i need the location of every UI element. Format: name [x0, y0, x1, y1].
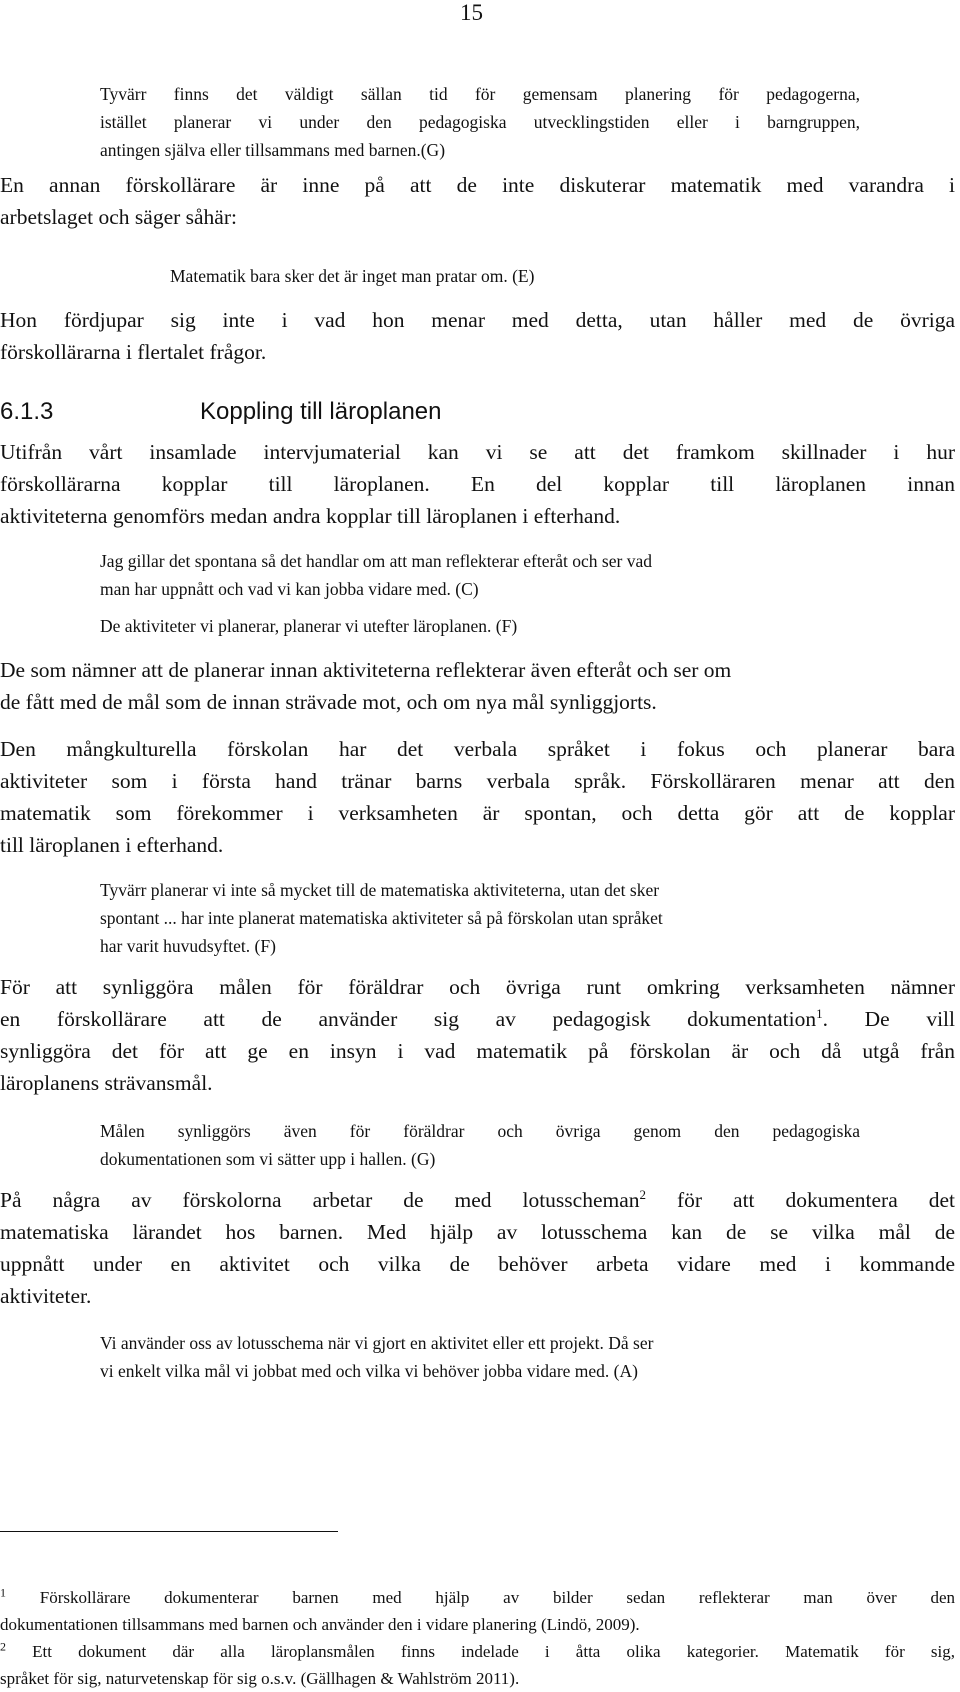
body-paragraph [0, 169, 955, 233]
paragraph-line: matematiska lärandet hos barnen. Med hjälp av lotusschema kan de se vilka mål de [0, 1220, 955, 1244]
paragraph-line: förskollärarna i flertalet frågor. [0, 340, 267, 364]
paragraph-line: matematik som förekommer i verksamheten är spontan, och detta gör att de kopplar [0, 801, 955, 825]
quote-line: istället planerar vi under den pedagogiska utvecklingstiden eller i barngruppen, [100, 112, 860, 132]
paragraph-line: De som nämner att de planerar innan aktiviteterna reflekterar även efteråt och ser om [0, 658, 732, 682]
paragraph-line: För att synliggöra målen för föräldrar och övriga runt omkring verksamheten nämner [0, 975, 955, 999]
quote-line: har varit huvudsyftet. (F) [100, 936, 276, 956]
quote-line: Tyvärr planerar vi inte så mycket till de matematiska aktiviteterna, utan det sker [100, 880, 660, 900]
footnote-2 [0, 1638, 955, 1692]
page-number: 15 [460, 0, 483, 25]
footnote-line: språket för sig, naturvetenskap för sig o.s.v. (Gällhagen & Wahlström 2011). [0, 1669, 520, 1688]
section-title: Koppling till läroplanen [200, 398, 442, 425]
paragraph-line: läroplanens strävansmål. [0, 1071, 213, 1095]
paragraph-line: aktiviteter som i första hand tränar barns verbala språk. Förskolläraren menar att den [0, 769, 955, 793]
footnote-line: $^2$ Ett dokument där alla läroplansmålen finns indelade i åtta olika kategorier. Matematik för sig, [0, 1639, 955, 1661]
quote-line: spontant ... har inte planerat matematiska aktiviteter så på förskolan utan språket [100, 908, 663, 928]
footnote-mark: 2 [0, 1639, 6, 1654]
body-paragraph [0, 304, 955, 368]
paragraph-line: arbetslaget och säger såhär: [0, 205, 237, 229]
paragraph-line: synliggöra det för att ge en insyn i vad matematik på förskolan är och då utgå från [0, 1039, 955, 1063]
footnote-mark: 1 [0, 1585, 6, 1600]
interview-quote-g [100, 80, 860, 164]
footnote-divider [0, 1531, 338, 1532]
quote-line: Vi använder oss av lotusschema när vi gjort en aktivitet eller ett projekt. Då ser [100, 1333, 654, 1353]
paragraph-line: en förskollärare att de använder sig av pedagogisk dokumentation$^1$. De vill [0, 1005, 955, 1031]
paragraph-line: På några av förskolorna arbetar de med lotusscheman$^2$ för att dokumentera det [0, 1186, 955, 1212]
footnote-line: dokumentationen tillsammans med barnen och använder den i vidare planering (Lindö, 2009). [0, 1615, 640, 1634]
footnote-ref[interactable]: 1 [816, 1005, 823, 1021]
section-heading [0, 398, 442, 426]
body-paragraph [0, 436, 955, 532]
quote-line: dokumentationen som vi sätter upp i hallen. (G) [100, 1149, 436, 1169]
paragraph-line: En annan förskollärare är inne på att de inte diskuterar matematik med varandra i [0, 173, 955, 197]
quote-line: Tyvärr finns det väldigt sällan tid för gemensam planering för pedagogerna, [100, 84, 860, 104]
paragraph-line: Utifrån vårt insamlade intervjumaterial kan vi se att det framkom skillnader i hur [0, 440, 955, 464]
body-paragraph [0, 971, 955, 1099]
paragraph-line: uppnått under en aktivitet och vilka de behöver arbeta vidare med i kommande [0, 1252, 955, 1276]
section-number: 6.1.3 [0, 398, 54, 425]
body-paragraph [0, 733, 955, 861]
footnote-ref[interactable]: 2 [639, 1186, 647, 1202]
paragraph-line: till läroplanen i efterhand. [0, 833, 224, 857]
paragraph-line: förskollärarna kopplar till läroplanen. En del kopplar till läroplanen innan [0, 472, 955, 496]
quote-line: Jag gillar det spontana så det handlar om att man reflekterar efteråt och ser vad [100, 551, 652, 571]
interview-quote-g2 [100, 1117, 860, 1173]
quote-line: antingen själva eller tillsammans med barnen.(G) [100, 140, 446, 160]
paragraph-line: Den mångkulturella förskolan har det verbala språket i fokus och planerar bara [0, 737, 955, 761]
paragraph-line: Hon fördjupar sig inte i vad hon menar med detta, utan håller med de övriga [0, 308, 955, 332]
quote-line: man har uppnått och vad vi kan jobba vidare med. (C) [100, 579, 479, 599]
interview-quote-a [100, 1329, 860, 1385]
body-paragraph [0, 654, 955, 718]
quote-line: vi enkelt vilka mål vi jobbat med och vilka vi behöver jobba vidare med. (A) [100, 1361, 638, 1381]
interview-quote-f: De aktiviteter vi planerar, planerar vi utefter läroplanen. (F) [100, 616, 518, 636]
footnote-line: $^1$ Förskollärare dokumenterar barnen med hjälp av bilder sedan reflekterar man över den [0, 1585, 955, 1607]
quote-line: Målen synliggörs även för föräldrar och övriga genom den pedagogiska [100, 1121, 860, 1141]
footnote-1 [0, 1584, 955, 1638]
paragraph-line: aktiviteter. [0, 1284, 92, 1308]
paragraph-line: de fått med de mål som de innan strävade mot, och om nya mål synliggjorts. [0, 690, 657, 714]
body-paragraph [0, 1184, 955, 1312]
interview-quote-f2 [100, 876, 860, 960]
interview-quote-e: Matematik bara sker det är inget man pratar om. (E) [170, 266, 535, 286]
interview-quote-c [100, 547, 860, 603]
paragraph-line: aktiviteterna genomförs medan andra kopplar till läroplanen i efterhand. [0, 504, 621, 528]
